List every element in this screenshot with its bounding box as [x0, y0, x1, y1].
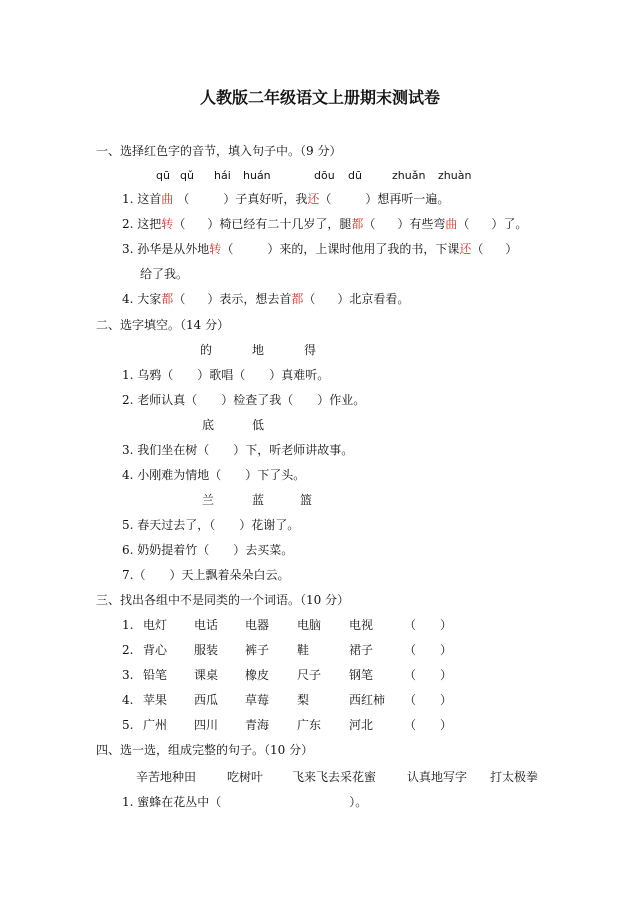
text: 大家	[137, 292, 162, 306]
question-text: 春天过去了，（ ）花谢了。	[137, 518, 300, 532]
pinyin-zhuan4: zhuàn	[438, 169, 472, 182]
bracket-open: （	[177, 192, 190, 206]
option-char: 兰	[202, 493, 215, 507]
phrase-option: 飞来飞去采花蜜	[292, 770, 377, 784]
phrase-option: 辛苦地种田	[136, 770, 197, 784]
word: 服装	[194, 643, 219, 657]
bracket-close: ）	[440, 643, 453, 657]
red-char: 曲	[445, 217, 458, 231]
word: 草莓	[245, 693, 270, 707]
s2-item-5	[122, 517, 299, 533]
s1-question-2	[122, 216, 527, 232]
option-char: 蓝	[252, 493, 265, 507]
word: 钢笔	[349, 668, 374, 682]
bracket-open: （	[471, 242, 484, 256]
word: 裙子	[349, 643, 374, 657]
question-number: 7.	[122, 568, 134, 582]
s2-item-4	[122, 467, 305, 483]
s2-item-7	[122, 567, 289, 583]
red-char: 都	[161, 292, 174, 306]
question-text: 小刚难为情地（ ）下了头。	[137, 468, 306, 482]
row-number: 2.	[122, 643, 134, 657]
bracket-open: （	[173, 292, 186, 306]
section-3-heading: 三、找出各组中不是同类的一个词语。（10 分）	[96, 593, 350, 607]
text: 这把	[137, 217, 162, 231]
s4-question-1	[122, 794, 367, 810]
s2-item-6	[122, 542, 293, 558]
phrase-option: 吃树叶	[227, 770, 264, 784]
text: ）	[505, 242, 518, 256]
page-title: 人教版二年级语文上册期末测试卷	[199, 88, 440, 107]
option-char: 得	[304, 343, 317, 357]
text: ）。	[349, 795, 368, 809]
bracket-open: （	[173, 217, 186, 231]
red-char: 曲	[161, 192, 174, 206]
red-char: 都	[291, 292, 304, 306]
red-char: 转	[161, 217, 174, 231]
bracket-close: ）	[440, 718, 453, 732]
word: 课桌	[194, 668, 219, 682]
question-number: 1.	[122, 192, 134, 206]
word: 橡皮	[245, 668, 270, 682]
section-1-heading: 一、选择红色字的音节，填入句子中。（9 分）	[96, 144, 342, 158]
word: 尺子	[297, 668, 322, 682]
question-number: 6.	[122, 543, 134, 557]
text: 孙华是从外地	[137, 242, 210, 256]
pinyin-du: dū	[348, 169, 362, 182]
text: ）椅已经有二十几岁了，腿	[207, 217, 352, 231]
bracket-open: （	[404, 668, 417, 682]
text: ）表示，想去首	[207, 292, 292, 306]
bracket-close: ）	[440, 668, 453, 682]
question-text: 我们坐在树（ ）下，听老师讲故事。	[137, 443, 354, 457]
s2-item-2	[122, 392, 365, 408]
question-number: 5.	[122, 518, 134, 532]
bracket-open: （	[221, 242, 234, 256]
word: 四川	[194, 718, 219, 732]
word: 鞋	[297, 643, 310, 657]
red-char: 还	[307, 192, 320, 206]
s1-question-3	[122, 241, 517, 257]
bracket-open: （	[404, 718, 417, 732]
bracket-open: （	[363, 217, 376, 231]
text: ）北京看看。	[337, 292, 410, 306]
phrase-option: 打太极拳	[490, 770, 539, 784]
question-text: 奶奶提着竹（ ）去买菜。	[137, 543, 294, 557]
row-number: 4.	[122, 693, 134, 707]
text: 蜜蜂在花丛中（	[137, 795, 222, 809]
word: 西瓜	[194, 693, 219, 707]
s1-question-4	[122, 291, 409, 307]
option-char: 底	[202, 418, 215, 432]
text: ）想再听一遍。	[365, 192, 450, 206]
word: 铅笔	[143, 668, 168, 682]
word: 电灯	[143, 618, 168, 632]
option-char: 地	[252, 343, 265, 357]
text: ）有些弯	[397, 217, 446, 231]
bracket-close: ）	[440, 693, 453, 707]
question-number: 2.	[122, 217, 134, 231]
question-number: 3.	[122, 443, 134, 457]
text: 这首	[137, 192, 162, 206]
bracket-open: （	[319, 192, 332, 206]
word: 梨	[297, 693, 310, 707]
word: 广州	[143, 718, 168, 732]
question-number: 1.	[122, 795, 134, 809]
s2-item-3	[122, 442, 353, 458]
pinyin-zhuan3: zhuǎn	[392, 169, 426, 182]
question-number: 4.	[122, 292, 134, 306]
word: 裤子	[245, 643, 270, 657]
phrase-option: 认真地写字	[407, 770, 468, 784]
red-char: 转	[209, 242, 222, 256]
row-number: 5.	[122, 718, 134, 732]
bracket-open: （	[457, 217, 470, 231]
section-4-heading: 四、选一选，组成完整的句子。（10 分）	[96, 743, 314, 757]
text: ）子真好听，我	[223, 192, 308, 206]
s2-item-1	[122, 367, 329, 383]
word: 电脑	[297, 618, 322, 632]
row-number: 1.	[122, 618, 134, 632]
red-char: 都	[351, 217, 364, 231]
word: 西红柿	[349, 693, 386, 707]
section-2-heading: 二、选字填空。（14 分）	[96, 318, 230, 332]
s1-question-3-continued: 给了我。	[140, 267, 189, 281]
word: 电话	[194, 618, 219, 632]
question-number: 2.	[122, 393, 134, 407]
option-char: 低	[252, 418, 265, 432]
text: ）了。	[491, 217, 528, 231]
question-text: 乌鸦（ ）歌唱（ ）真难听。	[137, 368, 330, 382]
word: 青海	[245, 718, 270, 732]
pinyin-qu1: qū	[156, 169, 170, 182]
pinyin-dou: dōu	[314, 169, 335, 182]
bracket-open: （	[404, 643, 417, 657]
bracket-close: ）	[440, 618, 453, 632]
option-char: 篮	[300, 493, 313, 507]
bracket-open: （	[404, 618, 417, 632]
pinyin-qu3: qǔ	[180, 169, 194, 182]
question-text: （ ）天上飘着朵朵白云。	[133, 568, 290, 582]
pinyin-huan: huán	[243, 169, 271, 182]
word: 河北	[349, 718, 374, 732]
pinyin-hai: hái	[214, 169, 231, 182]
s1-question-1	[122, 191, 449, 207]
question-number: 3.	[122, 242, 134, 256]
option-char: 的	[200, 343, 213, 357]
text: ）来的，上课时他用了我的书，下课	[267, 242, 460, 256]
word: 苹果	[143, 693, 168, 707]
bracket-open: （	[303, 292, 316, 306]
row-number: 3.	[122, 668, 134, 682]
question-number: 1.	[122, 368, 134, 382]
red-char: 还	[459, 242, 472, 256]
word: 电视	[349, 618, 374, 632]
word: 广东	[297, 718, 322, 732]
question-text: 老师认真（ ）检查了我（ ）作业。	[137, 393, 366, 407]
word: 电器	[245, 618, 270, 632]
word: 背心	[143, 643, 168, 657]
question-number: 4.	[122, 468, 134, 482]
bracket-open: （	[404, 693, 417, 707]
